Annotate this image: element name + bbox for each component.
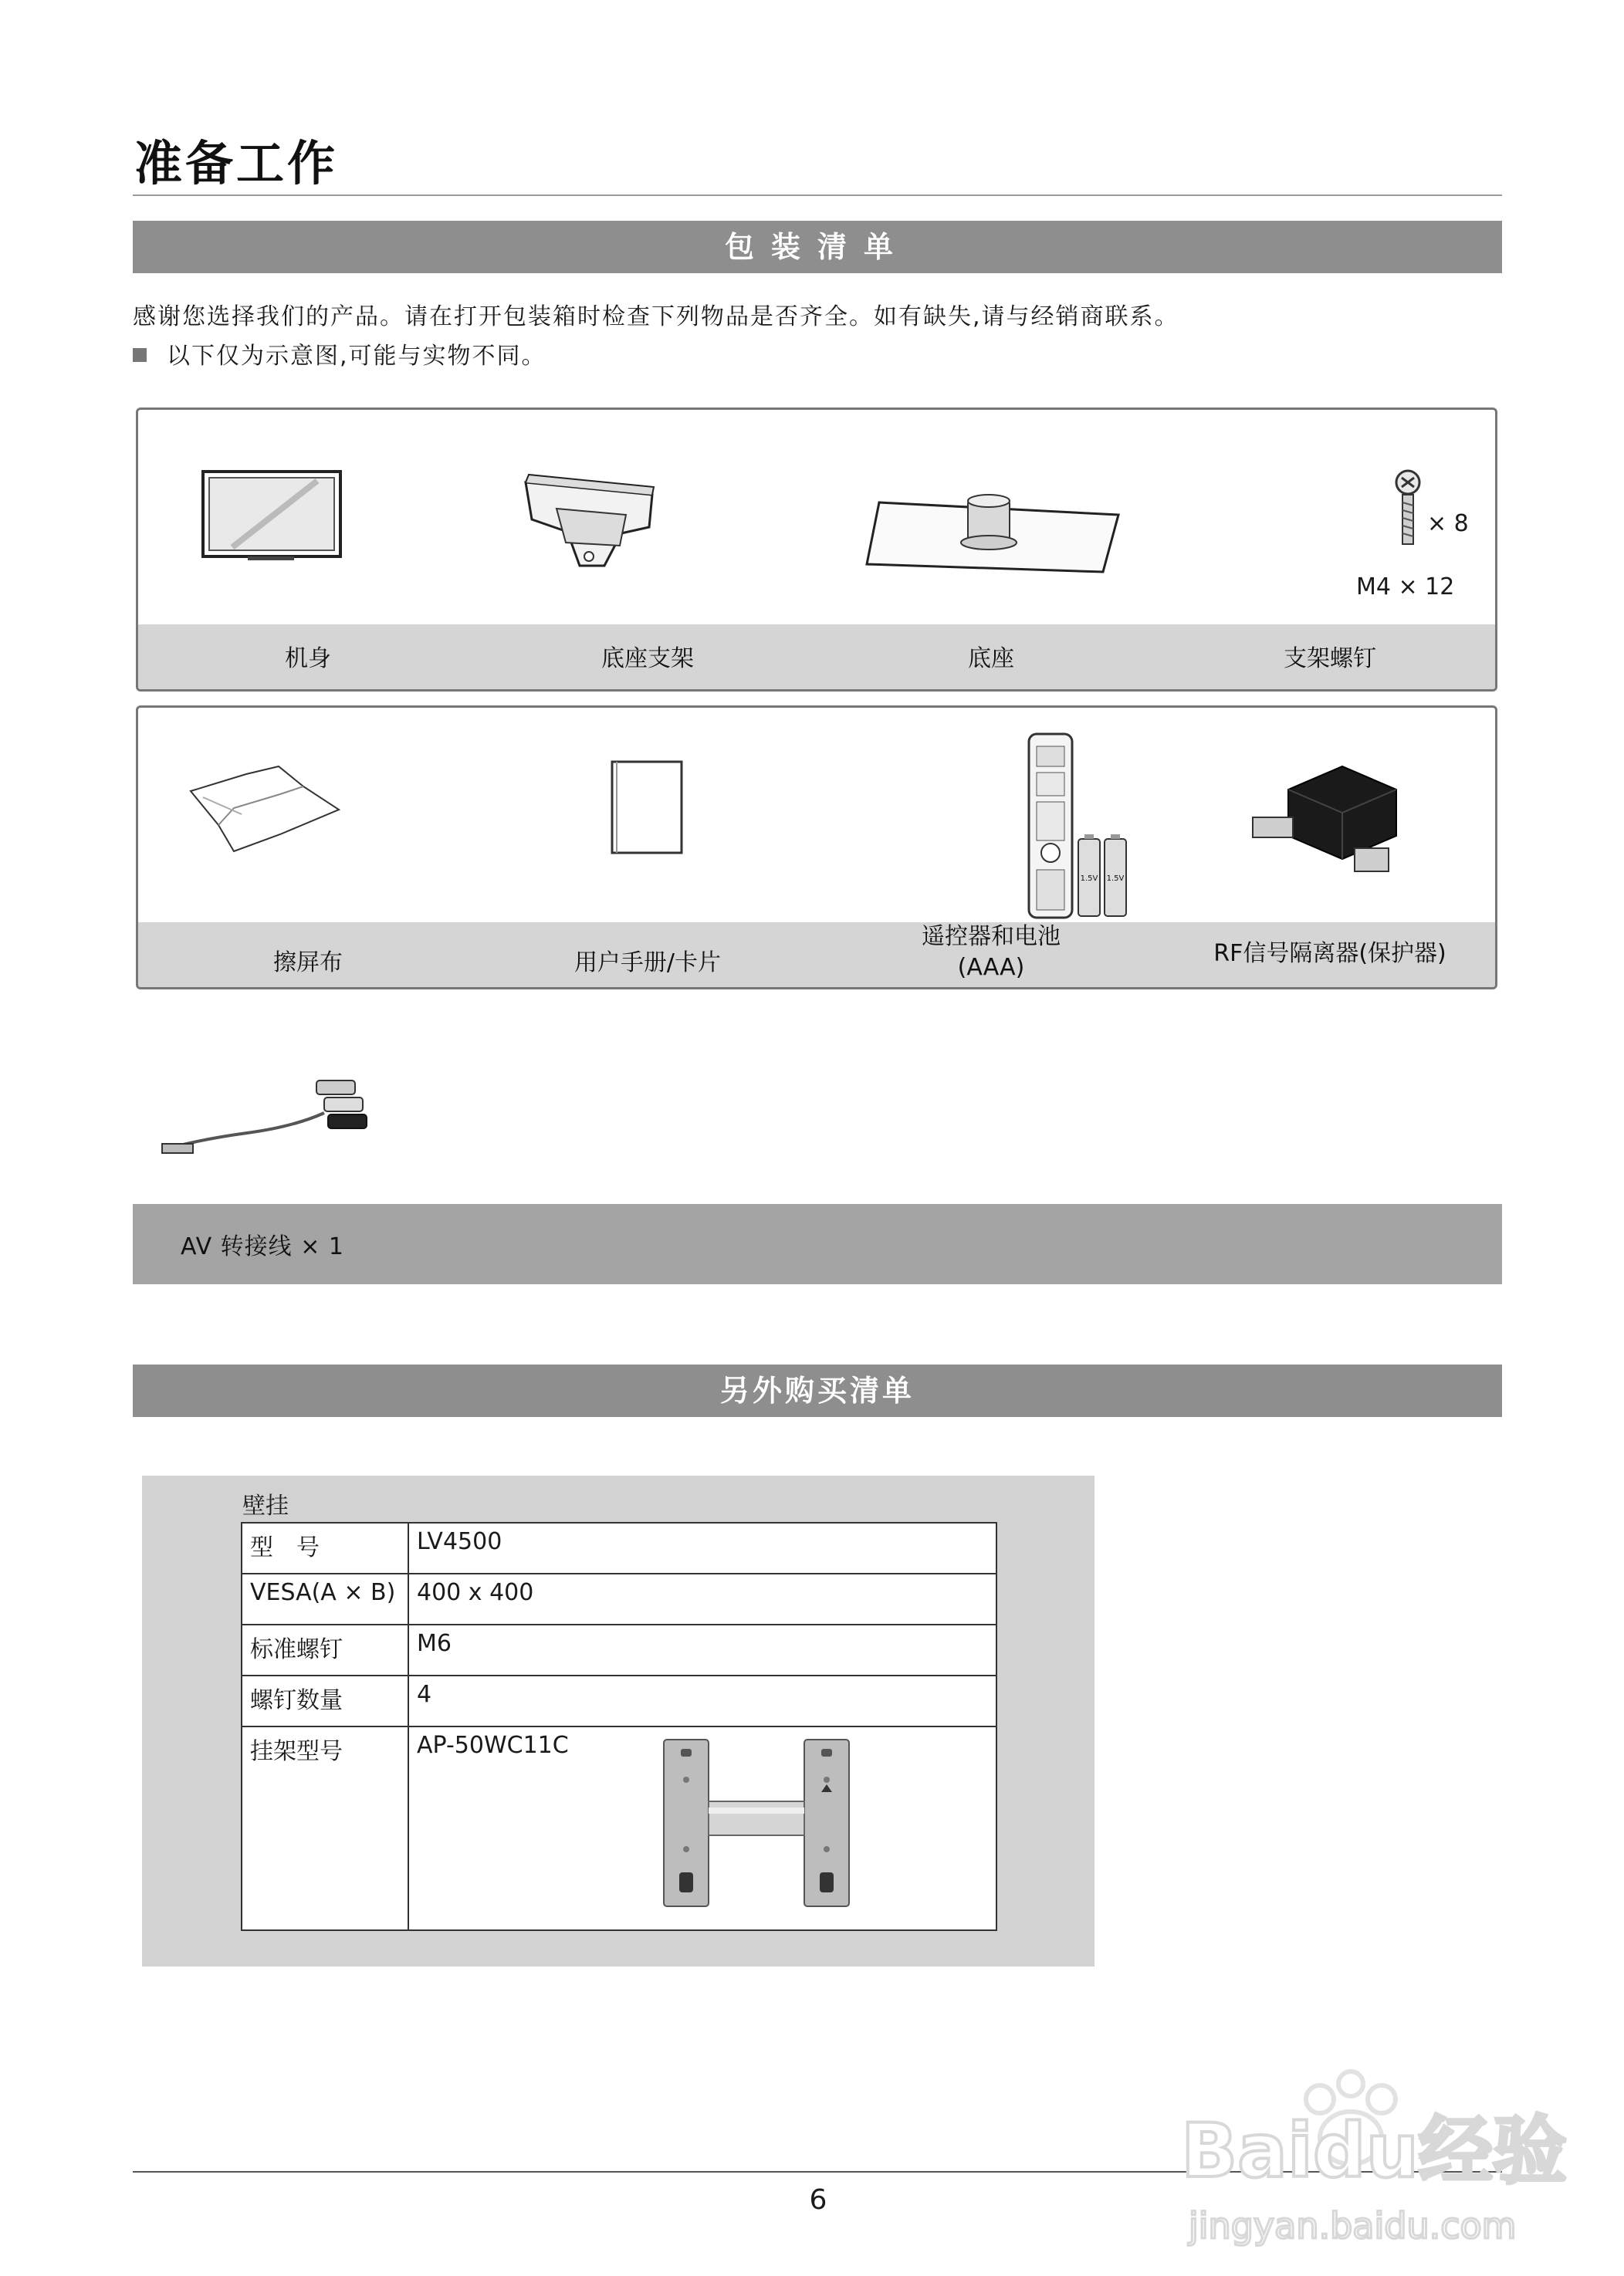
title-divider: [133, 194, 1502, 196]
item-screws: [1165, 410, 1495, 689]
stand-bracket-icon: [521, 472, 660, 572]
spec-key: 螺钉数量: [242, 1676, 408, 1726]
screw-quantity: × 8: [1427, 510, 1469, 537]
spec-value: M6: [408, 1625, 996, 1676]
note-text: [133, 336, 546, 370]
spec-key: 挂架型号: [242, 1726, 408, 1930]
items-box-row2: [136, 705, 1497, 989]
wall-mount-panel: [142, 1476, 1095, 1967]
items-box-row1: [136, 408, 1497, 692]
battery-voltage-label: 1.5V: [1080, 874, 1098, 883]
intro-text: 感谢您选择我们的产品。请在打开包装箱时检查下列物品是否齐全。如有缺失,请与经销商联系。: [133, 303, 1179, 330]
svg-text:Baidu经验: Baidu经验: [1181, 2108, 1567, 2194]
package-list-header: 包装清单: [133, 221, 1502, 273]
spec-value-cell: [408, 1726, 996, 1930]
cleaning-cloth-icon: [188, 759, 342, 859]
item-label: 底座支架: [601, 645, 694, 672]
remote-battery-icon: [1026, 731, 1134, 924]
item-label-line2: (AAA): [957, 954, 1025, 981]
rf-isolator-icon: [1250, 759, 1404, 882]
item-label-line1: 遥控器和电池: [922, 923, 1061, 950]
item-manual: [478, 708, 817, 987]
item-stand-bracket: [478, 410, 817, 689]
wall-mount-spec-table: [241, 1522, 997, 1931]
table-row: [242, 1676, 996, 1726]
item-tv: [138, 410, 478, 689]
wall-mount-title: 壁挂: [242, 1493, 289, 1520]
item-label: RF信号隔离器(保护器): [1213, 940, 1446, 967]
page-title: 准备工作: [134, 135, 339, 191]
table-row: [242, 1625, 996, 1676]
svg-text:jingyan.baidu.com: jingyan.baidu.com: [1189, 2205, 1517, 2247]
av-cable-strip: [133, 1204, 1502, 1284]
item-label: 擦屏布: [273, 949, 343, 976]
av-cable-icon: [154, 1065, 378, 1158]
item-rf-isolator: [1165, 708, 1495, 987]
note-label: 以下仅为示意图,可能与实物不同。: [167, 343, 546, 370]
item-label: 支架螺钉: [1284, 645, 1376, 672]
item-remote-batteries: [817, 708, 1165, 987]
av-cable-label: AV 转接线 × 1: [181, 1233, 344, 1260]
item-label: 机身: [285, 645, 331, 672]
spec-value: AP-50WC11C: [417, 1732, 569, 1759]
item-cleaning-cloth: [138, 708, 478, 987]
table-row: [242, 1726, 996, 1930]
tv-panel-icon: [201, 470, 343, 563]
spec-key: 标准螺钉: [242, 1625, 408, 1676]
item-label: 底座: [968, 645, 1014, 672]
item-label: 用户手册/卡片: [573, 949, 722, 976]
page-number: 6: [809, 2184, 827, 2216]
manual-icon: [609, 759, 686, 859]
battery-voltage-label: 1.5V: [1106, 874, 1125, 883]
table-row: [242, 1523, 996, 1574]
screw-spec: M4 × 12: [1356, 573, 1455, 600]
table-row: [242, 1574, 996, 1625]
bullet-square-icon: [133, 348, 147, 362]
spec-value: 400 x 400: [408, 1574, 996, 1625]
stand-base-icon: [864, 487, 1126, 587]
item-stand-base: [817, 410, 1165, 689]
spec-value: 4: [408, 1676, 996, 1726]
spec-value: LV4500: [408, 1523, 996, 1574]
wall-bracket-icon: [656, 1733, 857, 1912]
baidu-jingyan-watermark: [1166, 2053, 1567, 2254]
spec-key: VESA(A × B): [242, 1574, 408, 1625]
spec-key: 型 号: [242, 1523, 408, 1574]
screw-icon: [1389, 468, 1427, 553]
optional-purchase-header: 另外购买清单: [133, 1365, 1502, 1417]
